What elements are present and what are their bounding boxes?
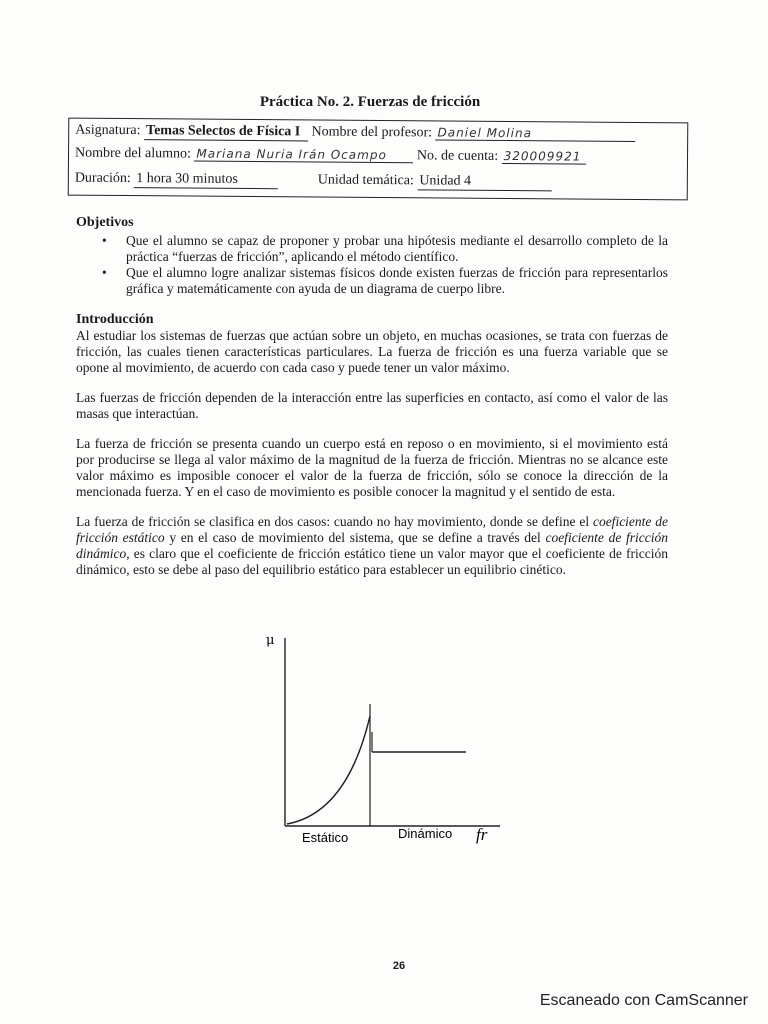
objective-item: • Que el alumno logre analizar sistemas físicos donde existen fuerzas de fricción para representarlos gráfica y matemáticamente con ayuda de un diagrama de cuerpo libre. bbox=[76, 265, 668, 297]
x-axis-label: fr bbox=[476, 825, 488, 844]
intro-paragraph-1: Al estudiar los sistemas de fuerzas que actúan sobre un objeto, en muchas ocasiones, se trata con fuerzas de fricción, las cuales tienen características particulares. La fuerza de fricción es una fuerza variable que se opone al movimiento, de acuerdo con cada caso y puede tener un valor máximo. bbox=[76, 328, 668, 375]
intro-p4-part-a: La fuerza de fricción se clasifica en dos casos: cuando no hay movimiento, donde se define el bbox=[76, 514, 593, 529]
y-axis-label: μ bbox=[266, 633, 275, 648]
subject-value: Temas Selectos de Física I bbox=[144, 123, 308, 141]
student-label: Nombre del alumno: bbox=[74, 145, 191, 162]
duration-value: 1 hora 30 minutos bbox=[134, 171, 278, 189]
camscanner-watermark: Escaneado con CamScanner bbox=[539, 992, 748, 1009]
objectives-list bbox=[76, 233, 668, 297]
static-friction-curve bbox=[287, 716, 370, 824]
friction-coefficient-graph bbox=[252, 628, 512, 858]
subject-label: Asignatura: bbox=[75, 122, 141, 139]
objectives-heading: Objetivos bbox=[76, 215, 134, 230]
static-coefficient-term: coeficiente de fricción estático bbox=[76, 514, 668, 545]
student-value: Mariana Nuria Irán Ocampo bbox=[194, 147, 413, 164]
intro-p4-part-e: , es claro que el coeficiente de fricción estático tiene un valor mayor que el coeficiente de fricción dinámico, esto se debe al paso del equilibrio estático para establecer un equilibrio cinético. bbox=[76, 546, 668, 577]
friction-graph-svg bbox=[252, 628, 512, 858]
unit-label: Unidad temática: bbox=[317, 172, 414, 189]
dynamic-region-label: Dinámico bbox=[398, 826, 453, 841]
objectives-section bbox=[76, 215, 668, 297]
objective-item: • Que el alumno se capaz de proponer y probar una hipótesis mediante el desarrollo completo de la práctica “fuerzas de fricción”, aplicando el método científico. bbox=[76, 233, 668, 265]
page-title: Práctica No. 2. Fuerzas de fricción bbox=[259, 94, 481, 110]
professor-value: Daniel Molina bbox=[436, 125, 636, 142]
intro-paragraph-4 bbox=[76, 514, 668, 578]
header-row-subject bbox=[75, 123, 635, 144]
static-region-label: Estático bbox=[302, 830, 349, 845]
duration-label: Duración: bbox=[74, 170, 131, 187]
page-number: 26 bbox=[392, 960, 406, 972]
introduction-section bbox=[76, 312, 668, 578]
intro-p4-part-c: y en el caso de movimiento del sistema, que se define a través del bbox=[164, 530, 546, 545]
intro-paragraph-3: La fuerza de fricción se presenta cuando un cuerpo está en reposo o en movimiento, si el movimiento está por producirse se llega al valor máximo de la magnitud de la fuerza de fricción. Mientras no se alcance este valor máximo es imposible conocer el valor de la fuerza de fricción, sólo se conoce la dirección de la mencionada fuerza. Y en el caso de movimiento es posible conocer la magnitud y el sentido de esta. bbox=[76, 436, 668, 499]
professor-label: Nombre del profesor: bbox=[311, 124, 433, 141]
dynamic-coefficient-term: coeficiente de fricción dinámico bbox=[76, 530, 668, 561]
account-label: No. de cuenta: bbox=[416, 148, 499, 164]
header-row-duration bbox=[75, 171, 552, 192]
intro-paragraph-2: Las fuerzas de fricción dependen de la interacción entre las superficies en contacto, así como el valor de las masas que interactúan. bbox=[76, 390, 668, 421]
header-row-student bbox=[75, 146, 586, 166]
account-value: 320009921 bbox=[502, 149, 586, 165]
introduction-heading: Introducción bbox=[76, 312, 154, 327]
header-info-box bbox=[68, 118, 689, 201]
unit-value: Unidad 4 bbox=[417, 173, 551, 191]
